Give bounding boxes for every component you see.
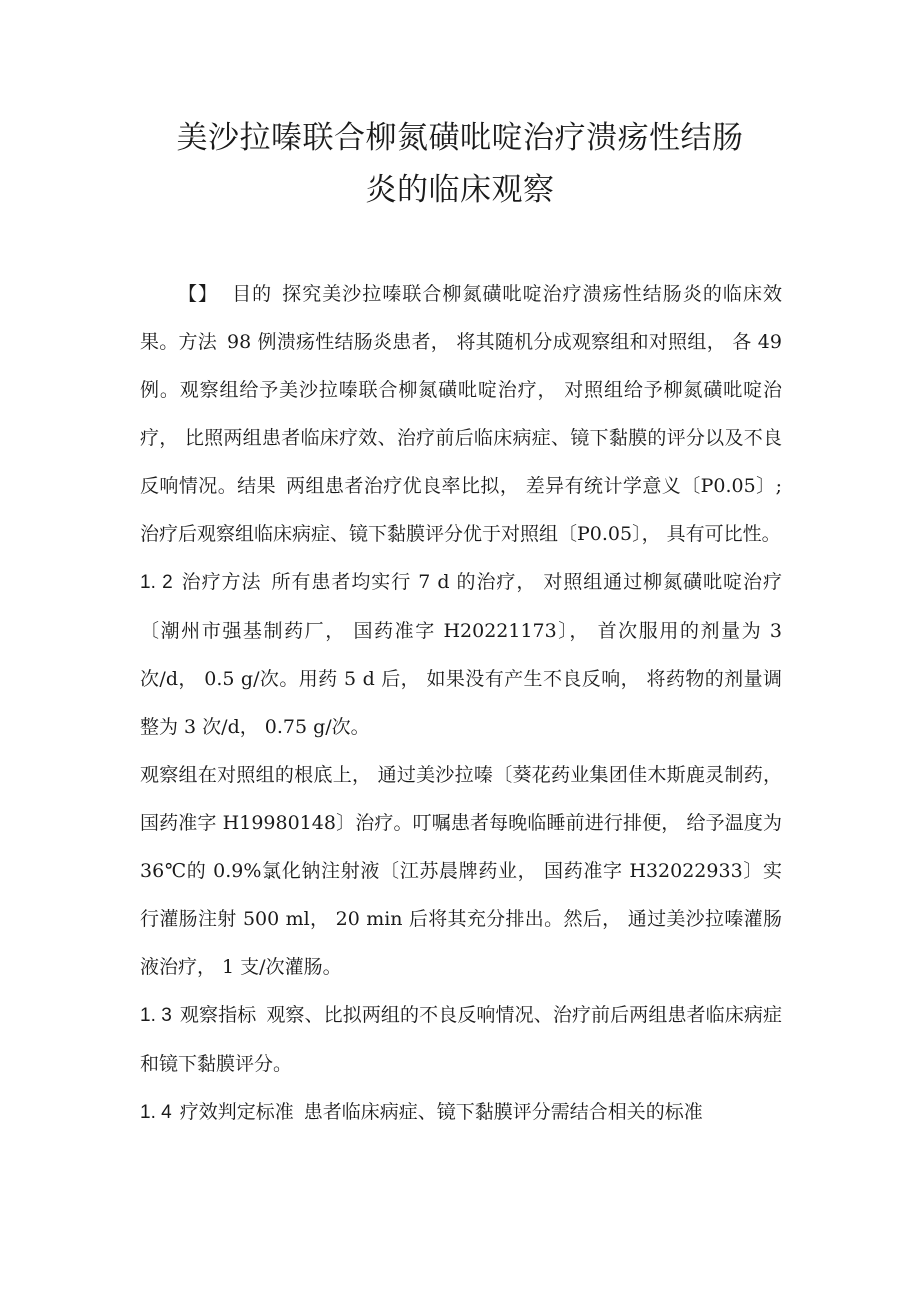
section-1-3-text: 观察、比拟两组的不良反响情况、治疗前后两组患者临床病症和镜下黏膜评分。 [140, 1004, 782, 1075]
section-1-2-title: 治疗方法 [180, 571, 262, 593]
method-text: 98 例溃疡性结肠炎患者， 将其随机分成观察组和对照组， 各 49 例。观察组给予美沙拉嗪联合柳氮磺吡啶治疗， 对照组给予柳氮磺吡啶治疗， 比照两组患者临床疗效、治疗前后临床病症、镜下黏膜的评分以及不良反响情况。 [140, 331, 782, 497]
abstract-paragraph [140, 270, 782, 558]
section-1-4-text: 患者临床病症、镜下黏膜评分需结合相关的标准 [303, 1101, 703, 1123]
section-1-3-number: 1. 3 [140, 1005, 172, 1026]
title-line-1: 美沙拉嗪联合柳氮磺吡啶治疗溃疡性结肠 [176, 120, 744, 156]
method-label: 方法 [178, 331, 218, 353]
document-body [140, 270, 782, 1137]
document-title [0, 112, 920, 216]
title-line-2: 炎的临床观察 [365, 172, 555, 208]
section-1-3-paragraph [140, 991, 782, 1088]
objective-text: 探究美沙拉嗪联合柳氮磺吡啶治疗溃疡性结肠炎的临床效果。 [140, 283, 782, 353]
observation-group-paragraph [140, 751, 782, 991]
abstract-bracket: 【】 [178, 283, 219, 305]
section-1-2-number: 1. 2 [140, 572, 173, 593]
section-1-2-text: 所有患者均实行 7 d 的治疗， 对照组通过柳氮磺吡啶治疗〔潮州市强基制药厂， 国药准字 H20221173〕， 首次服用的剂量为 3 次/d， 0.5 g/次。用药 5 d 后， 如果没有产生不良反响， 将药物的剂量调整为 3 次/d， 0.75 g/次。 [140, 571, 782, 738]
section-1-4-number: 1. 4 [140, 1102, 172, 1123]
section-1-4-title: 疗效判定标准 [179, 1101, 294, 1123]
result-text: 两组患者治疗优良率比拟， 差异有统计学意义〔P0.05〕; 治疗后观察组临床病症、镜下黏膜评分优于对照组〔P0.05〕， 具有可比性。 [140, 475, 782, 545]
section-1-4-paragraph [140, 1088, 782, 1137]
observation-group-text: 观察组在对照组的根底上， 通过美沙拉嗪〔葵花药业集团佳木斯鹿灵制药， 国药准字 H19980148〕治疗。叮嘱患者每晚临睡前进行排便， 给予温度为 36℃的 0.9%氯化钠注射液〔江苏晨牌药业， 国药准字 H32022933〕实行灌肠注射 500 ml， 20 min 后将其充分排出。然后， 通过美沙拉嗪灌肠液治疗， 1 支/次灌肠。 [140, 764, 782, 978]
result-label: 结果 [237, 475, 277, 497]
section-1-2-paragraph [140, 558, 782, 751]
section-1-3-title: 观察指标 [179, 1004, 257, 1026]
objective-label: 目的 [232, 283, 273, 305]
